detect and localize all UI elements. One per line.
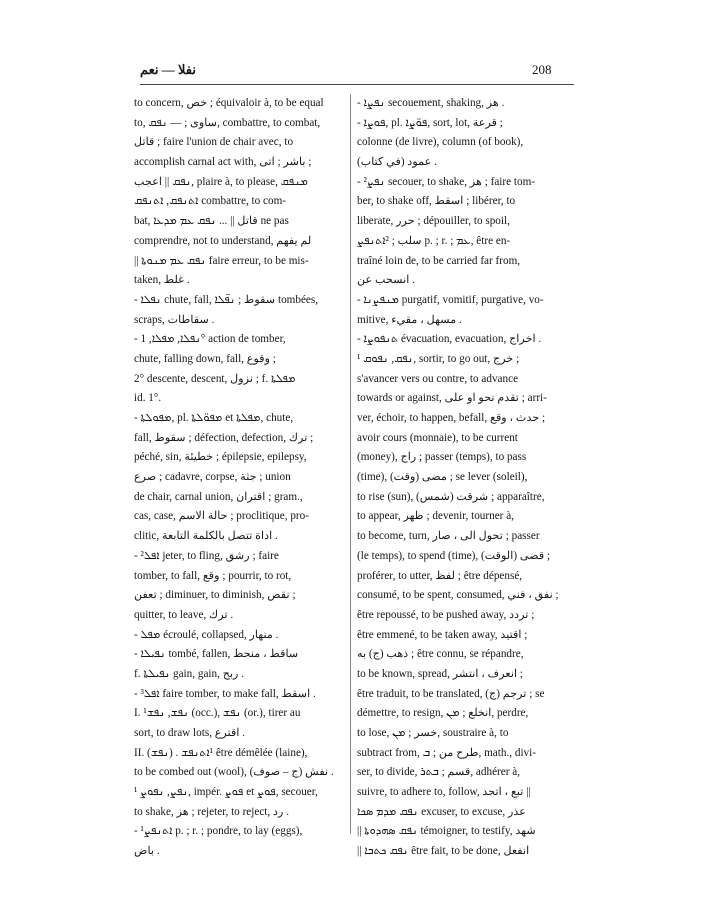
entry-line: ¹ ܢܦܨ, ܢܦܘܨ, impér. ܦܘܨ et ܦܘܨ, secouer, bbox=[134, 786, 318, 799]
entry-line: || ܢܦܩ ܣܗܕܘܬܐ témoigner, to testify, شهد bbox=[357, 825, 536, 838]
entry-line: clitic, اداة تتصل بالكلمة التابعة . bbox=[134, 530, 278, 543]
entry-line: fall, سقوط ; défection, defection, ترك ; bbox=[134, 431, 314, 444]
entry-line: - ³ܐܦܠ faire tomber, to make fall, اسقط . bbox=[134, 687, 316, 700]
entry-line: accomplish carnal act with, باشر ; اتى ; bbox=[134, 156, 312, 169]
page-header bbox=[0, 62, 714, 84]
entry-line: II. (ܢܦܫ) . ¹ܐܬܢܦܫ être démêlée (laine), bbox=[134, 746, 308, 759]
entry-line: cas, case, حالة الاسم ; proclitique, pro- bbox=[134, 510, 309, 523]
entry-line: ܢܦܩ ܡܕܡ ܣܟܐ excuser, to excuse, عذر bbox=[357, 805, 526, 818]
entry-line: انسحب عن . bbox=[357, 274, 415, 287]
entry-line: - ²ܐܦܠ jeter, to fling, رشق ; faire bbox=[134, 549, 279, 562]
entry-line: - ܡܢܦܨܢܐ purgatif, vomitif, purgative, vo- bbox=[357, 293, 544, 306]
entry-line: tomber, to fall, وقع ; pourrir, to rot, bbox=[134, 569, 292, 582]
entry-line: sort, to draw lots, اقترع . bbox=[134, 727, 246, 739]
entry-line: subtract from, طرح من ; ܒ, math., divi- bbox=[357, 746, 536, 759]
entry-line: - ܢܦܝܠܐ tombé, fallen, ساقط ، منحط bbox=[134, 648, 299, 661]
entry-line: I. ¹ܢܦܫ, ܢܦܫ (occ.), ܢܦܫ (or.), tirer au bbox=[134, 707, 301, 720]
entry-line: - ²ܢܦܨ secouer, to shake, هز ; faire tom- bbox=[357, 175, 536, 188]
entry-line: suivre, to adhere to, follow, تبع ، اتحد || bbox=[357, 786, 531, 799]
entry-line: colonne (de livre), column (of book), bbox=[357, 136, 524, 149]
entry-line: proférer, to utter, لفظ ; être dépensé, bbox=[357, 569, 523, 582]
entry-line: ܢܦܩ || اعجب, plaire à, to please, ܡܢܦܩ bbox=[134, 175, 309, 188]
entry-line: être traduit, to be translated, ترجم (ج) ; se bbox=[357, 687, 545, 700]
entry-line: towards or against, تقدم نحو او على ; arri- bbox=[357, 392, 547, 405]
left-column bbox=[134, 94, 346, 862]
entry-line: to be known, spread, انعرف ، انتشر ; bbox=[357, 667, 523, 680]
entry-line: باض . bbox=[134, 845, 160, 858]
entry-line: ܐܬܢܦܩ, ܐܬܢܦܩ combattre, to com- bbox=[134, 195, 287, 208]
entry-line: to rise (sun), شرقت (شمس) ; apparaître, bbox=[357, 490, 545, 503]
entry-line: 2° descente, descent, نزول ; f. ܡܦܠܬܐ bbox=[134, 372, 296, 385]
entry-line: avoir cours (monnaie), to be current bbox=[357, 431, 518, 444]
entry-line: ¹ ܢܦܩ, ܢܦܘܩ, sortir, to go out, خرج ; bbox=[357, 352, 520, 365]
entry-line: - ܢܦܠܐ, ܡܦܠܐ, 1° action de tomber, bbox=[134, 333, 286, 346]
entry-line: de chair, carnal union, اقتران ; gram., bbox=[134, 490, 303, 503]
entry-line: traîné loin de, to be carried far from, bbox=[357, 254, 521, 267]
page-number: 208 bbox=[532, 62, 552, 77]
entry-line: - ܬܢܦܘܨܐ évacuation, evacuation, اخراج . bbox=[357, 333, 542, 346]
entry-line: || ܢܦܩ ܟܬܒܐ être fait, to be done, انفعل bbox=[357, 845, 530, 858]
header-rule bbox=[140, 84, 574, 85]
entry-line: to shake, هز ; rejeter, to reject, رد . bbox=[134, 805, 289, 818]
entry-line: - ܢܦܠܐ chute, fall, سقوط ; ܢܦ̈ܠܐ tombées, bbox=[134, 293, 319, 306]
entry-line: mitive, مسهل ، مقيء . bbox=[357, 313, 462, 326]
entry-line: - ܡܦܠ écroulé, collapsed, منهار . bbox=[134, 628, 279, 641]
entry-line: - ܦܘܨܐ, pl. ܦܘ̈ܨܐ, sort, lot, قرعة ; bbox=[357, 116, 503, 129]
entry-line: f. ܢܦܝܠܬܐ gain, gain, ربح . bbox=[134, 667, 245, 680]
entry-line: - ¹ܐܬܢܦܨ p. ; r. ; pondre, to lay (eggs), bbox=[134, 825, 303, 838]
entry-line: ber, to shake off, اسقط ; libérer, to bbox=[357, 195, 516, 208]
entry-line: سلب ; ²ܐܬܢܦܨ p. ; r. ; ܥܡ, être en- bbox=[357, 234, 511, 247]
entry-line: démettre, to resign, انخلع ; ܡܢ, perdre, bbox=[357, 707, 529, 720]
entry-line: تعفن ; diminuer, to diminish, نقص ; bbox=[134, 589, 296, 602]
entry-line: ذهب (ج) به ; être connu, se répandre, bbox=[357, 648, 524, 661]
entry-line: صرع ; cadavre, corpse, جثة ; union bbox=[134, 471, 291, 484]
entry-line: bat, قاتل || ... ܢܦܩ ܥܡ ܡܕܥܐ ne pas bbox=[134, 215, 289, 228]
entry-line: to, ساوى ; — ܢܦܩ, combattre, to combat, bbox=[134, 116, 321, 129]
entry-line: to become, turn, تحول الى ، صار ; passer bbox=[357, 530, 540, 543]
entry-line: chute, falling down, fall, وقوع ; bbox=[134, 352, 276, 365]
entry-line: to appear, ظهر ; devenir, tourner à, bbox=[357, 510, 514, 523]
entry-line: quitter, to leave, ترك . bbox=[134, 608, 234, 621]
entry-line: ser, to divide, قسم ; ܒܬܪ, adhérer à, bbox=[357, 766, 521, 779]
entry-line: comprendre, not to understand, لم يفهم bbox=[134, 234, 312, 247]
entry-line: consumé, to be spent, consumed, نفق ، فني ; bbox=[357, 589, 559, 602]
entry-line: (time), مضى (وقت) ; se lever (soleil), bbox=[357, 471, 528, 484]
entry-line: id. 1°. bbox=[134, 392, 162, 405]
right-column bbox=[357, 94, 569, 862]
entry-line: (money), راج ; passer (temps), to pass bbox=[357, 451, 527, 464]
entry-line: - ܢܦܨܐ secouement, shaking, هز . bbox=[357, 97, 505, 109]
column-divider bbox=[350, 94, 351, 834]
entry-line: être emmené, to be taken away, اقتيد ; bbox=[357, 628, 528, 641]
entry-line: عمود (في كتاب) . bbox=[357, 156, 437, 169]
entry-line: scraps, سقاطات . bbox=[134, 313, 215, 326]
entry-line: liberate, حرر ; dépouiller, to spoil, bbox=[357, 215, 510, 228]
entry-line: to be combed out (wool), (نفش (ج – صوف . bbox=[134, 766, 334, 779]
entry-line: s'avancer vers ou contre, to advance bbox=[357, 372, 519, 385]
entry-line: to lose, خسر ; ܡܢ, soustraire à, to bbox=[357, 727, 509, 739]
running-head: نفلا — نعم bbox=[140, 62, 196, 77]
entry-line: قاتل ; faire l'union de chair avec, to bbox=[134, 136, 294, 149]
entry-line: être repoussé, to be pushed away, تردد ; bbox=[357, 608, 535, 621]
entry-line: (le temps), to spend (time), قضى (الوقت) ; bbox=[357, 549, 551, 562]
entry-line: taken, غلط . bbox=[134, 274, 190, 287]
entry-line: péché, sin, خطيئة ; épilepsie, epilepsy, bbox=[134, 451, 307, 464]
entry-line: ver, échoir, to happen, befall, حدث ، وقع ; bbox=[357, 412, 546, 424]
entry-line: to concern, خص ; équivaloir à, to be equal bbox=[134, 97, 324, 109]
entry-line: || ܢܦܩ ܥܡ ܡܢܘܬܐ faire erreur, to be mis- bbox=[134, 254, 309, 267]
entry-line: - ܡܦܘܠܬܐ, pl. ܡܦܘ̈ܠܬܐ et ܡܦܠܬܐ, chute, bbox=[134, 412, 294, 424]
